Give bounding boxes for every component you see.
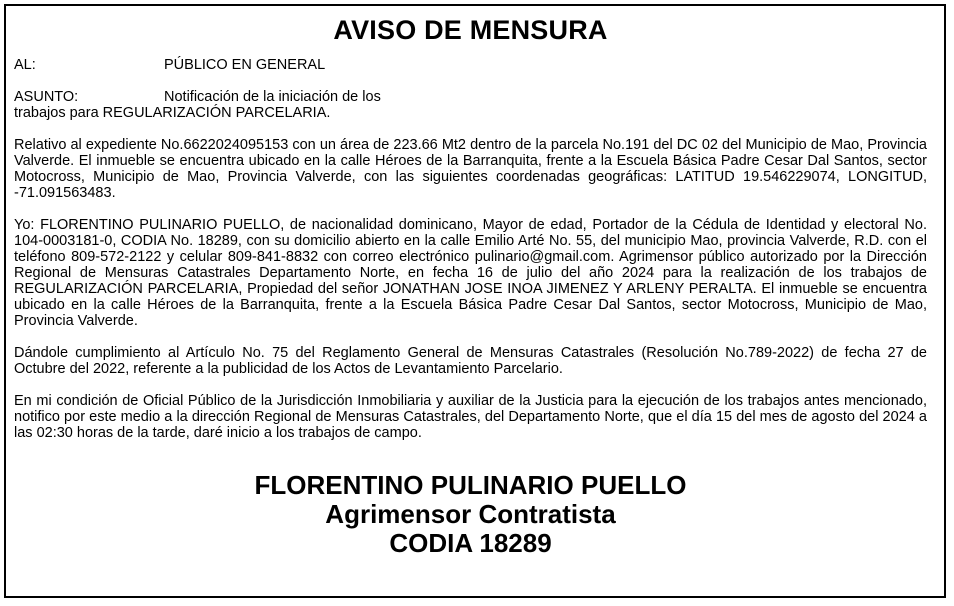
signature-name: FLORENTINO PULINARIO PUELLO	[254, 470, 687, 500]
paragraph-reglamento: Dándole cumplimiento al Artículo No. 75 del Reglamento General de Mensuras Catastrales (Resolución No.789-2022) de fecha 27 de Octubre del 2022, referente a la publicidad de los Actos de Levantamiento Parcelario.	[14, 345, 927, 377]
paragraph-agrimensor: Yo: FLORENTINO PULINARIO PUELLO, de nacionalidad dominicano, Mayor de edad, Portador de la Cédula de Identidad y electoral No. 104-0003181-0, CODIA No. 18289, con su domicilio abierto en la calle Emilio Arté No. 55, del municipio Mao, provincia Valverde, R.D. con el teléfono 809-572-2122 y celular 809-841-8832 con correo electrónico pulinario@gmail.com. Agrimensor público autorizado por la Dirección Regional de Mensuras Catastrales Departamento Norte, en fecha 16 de julio del año 2024 para la realización de los trabajos de REGULARIZACIÓN PARCELARIA, Propiedad del señor JONATHAN JOSE INOA JIMENEZ Y ARLENY PERALTA. El inmueble se encuentra ubicado en la calle Héroes de la Barranquita, frente a la Escuela Básica Padre Cesar Dal Santos, sector Motocross, Municipio de Mao, Provincia Valverde.	[14, 217, 927, 329]
asunto-row	[14, 89, 927, 105]
signature-block	[14, 471, 927, 558]
asunto-value-line2: trabajos para REGULARIZACIÓN PARCELARIA.	[14, 105, 331, 121]
al-value: PÚBLICO EN GENERAL	[164, 57, 326, 73]
paragraph-expediente: Relativo al expediente No.6622024095153 con un área de 223.66 Mt2 dentro de la parcela No.191 del DC 02 del Municipio de Mao, Provincia Valverde. El inmueble se encuentra ubicado en la calle Héroes de la Barranquita, frente a la Escuela Básica Padre Cesar Dal Santos, sector Motocross, Municipio de Mao, Provincia Valverde, con las siguientes coordenadas geográficas: LATITUD 19.546229074, LONGITUD, -71.091563483.	[14, 137, 927, 201]
asunto-value-line1: Notificación de la iniciación de los	[164, 89, 381, 105]
signature-codia: CODIA 18289	[389, 528, 552, 558]
signature-role: Agrimensor Contratista	[325, 499, 616, 529]
asunto-block	[14, 89, 927, 121]
asunto-label: ASUNTO:	[14, 89, 79, 105]
notice-content	[14, 14, 927, 558]
notice-title: AVISO DE MENSURA	[333, 15, 608, 45]
al-row	[14, 57, 927, 73]
al-label: AL:	[14, 57, 36, 73]
paragraph-notificacion: En mi condición de Oficial Público de la Jurisdicción Inmobiliaria y auxiliar de la Justicia para la ejecución de los trabajos antes mencionado, notifico por este medio a la dirección Regional de Mensuras Catastrales, del Departamento Norte, que el día 15 del mes de agosto del 2024 a las 02:30 horas de la tarde, daré inicio a los trabajos de campo.	[14, 393, 927, 441]
